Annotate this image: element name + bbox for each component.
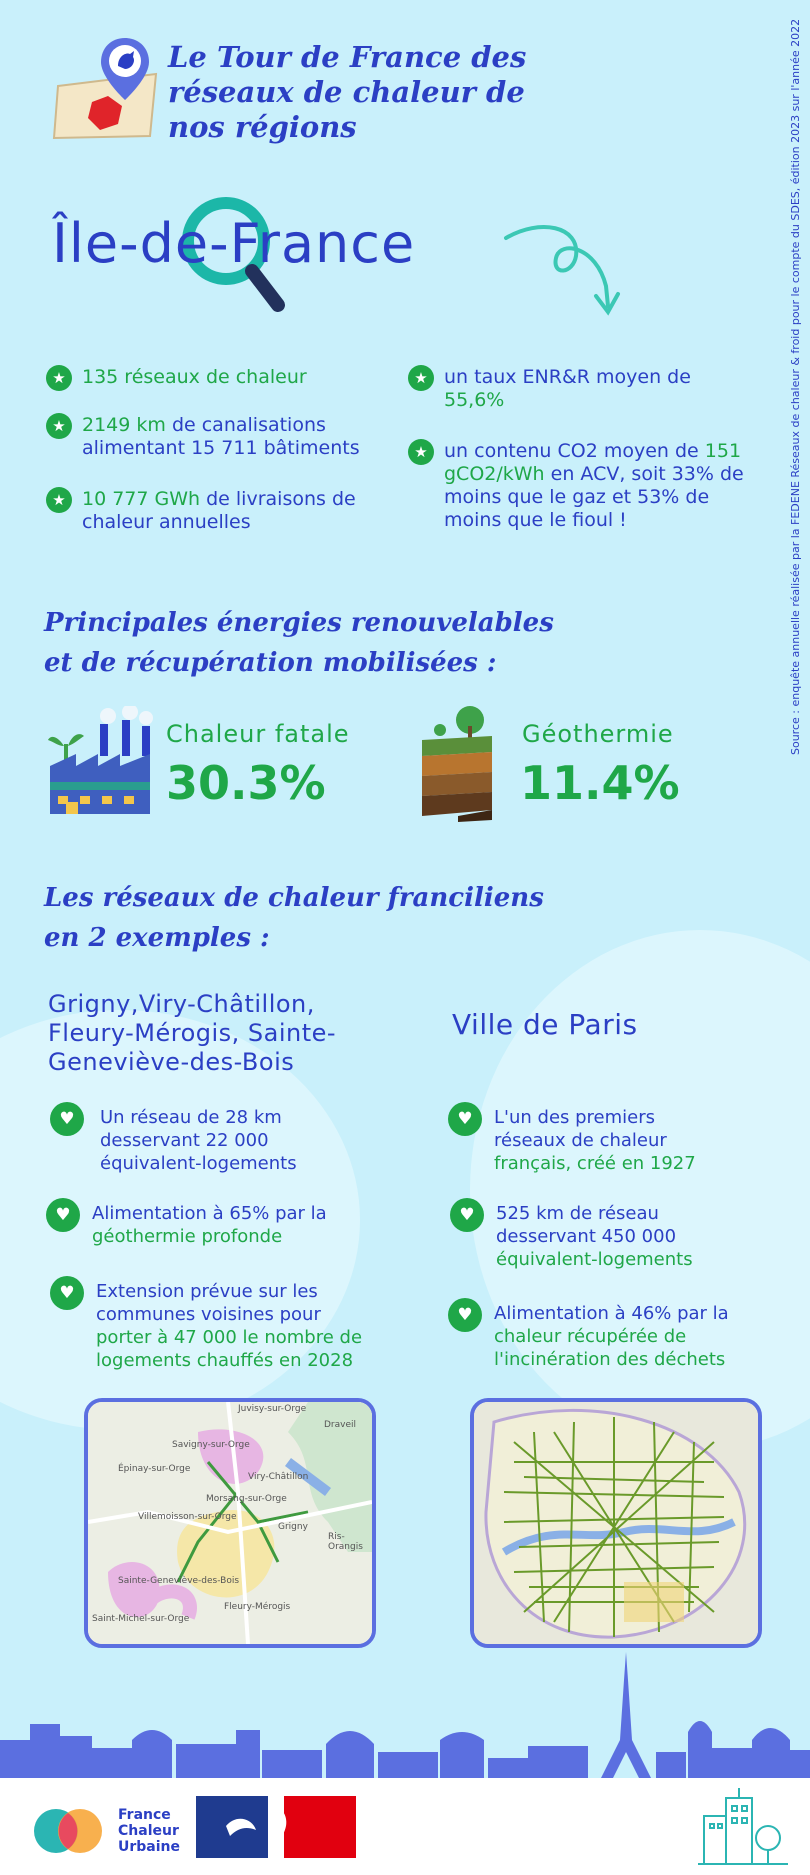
list-item: ♥ Extension prévue sur les communes voisines pour porter à 47 000 le nombre de logements chauffés en 2028 xyxy=(50,1280,420,1372)
paris-skyline-illustration xyxy=(0,1640,810,1780)
brand-name: France Chaleur Urbaine xyxy=(118,1807,181,1855)
map-label: Villemoisson-sur-Orge xyxy=(138,1512,237,1522)
star-icon: ★ xyxy=(46,365,72,391)
fact-enr-rate: ★ un taux ENR&R moyen de 55,6% xyxy=(408,366,748,412)
map-label: Épinay-sur-Orge xyxy=(118,1464,191,1474)
energy-name-chaleur-fatale: Chaleur fatale xyxy=(166,720,350,748)
energy-name-geothermie: Géothermie xyxy=(522,720,674,748)
heart-icon: ♥ xyxy=(46,1198,80,1232)
map-paris-network xyxy=(470,1398,762,1648)
example-right-city: Ville de Paris xyxy=(452,1008,638,1041)
map-label: Ris-Orangis xyxy=(328,1532,363,1552)
map-label: Morsang-sur-Orge xyxy=(206,1494,287,1504)
map-label: Juvisy-sur-Orge xyxy=(238,1404,307,1414)
energy-percent-chaleur-fatale: 30.3% xyxy=(166,756,326,810)
examples-heading: Les réseaux de chaleur franciliens en 2 exemples : xyxy=(44,883,544,953)
heart-icon: ♥ xyxy=(50,1102,84,1136)
map-label: Saint-Michel-sur-Orge xyxy=(92,1614,190,1624)
factory-icon xyxy=(46,706,156,816)
fact-networks: ★ 135 réseaux de chaleur xyxy=(46,366,396,391)
star-icon: ★ xyxy=(46,413,72,439)
map-label: Draveil xyxy=(324,1420,357,1430)
france-chaleur-urbaine-logo xyxy=(30,1806,110,1856)
fact-pipes: ★ 2149 km de canalisations alimentant 15 711 bâtiments xyxy=(46,414,396,460)
map-label: Viry-Châtillon xyxy=(248,1472,309,1482)
map-label: Grigny xyxy=(278,1522,308,1532)
map-label: Savigny-sur-Orge xyxy=(172,1440,250,1450)
region-name: Île-de-France xyxy=(52,212,416,275)
example-left-city: Grigny,Viry-Châtillon, Fleury-Mérogis, Sainte- Geneviève-des-Bois xyxy=(48,990,337,1076)
heart-icon: ♥ xyxy=(448,1102,482,1136)
curly-arrow-icon xyxy=(500,216,630,326)
list-item: ♥ L'un des premiers réseaux de chaleur français, créé en 1927 xyxy=(448,1106,778,1175)
list-item: ♥ 525 km de réseau desservant 450 000 équivalent-logements xyxy=(450,1202,780,1271)
page-title: Le Tour de France des réseaux de chaleur de nos régions xyxy=(168,40,527,144)
star-icon: ★ xyxy=(408,439,434,465)
fact-co2: ★ un contenu CO2 moyen de 151 gCO2/kWh en ACV, soit 33% de moins que le gaz et 53% de moins que le fioul ! xyxy=(408,440,748,532)
source-note: Source : enquête annuelle réalisée par la FEDENE Réseaux de chaleur & froid pour le compte du SDES, édition 2023 sur l'année 2022 xyxy=(789,18,802,755)
list-item: ♥ Alimentation à 65% par la géothermie profonde xyxy=(46,1202,416,1248)
map-label: Sainte-Geneviève-des-Bois xyxy=(118,1576,240,1586)
city-buildings-icon xyxy=(698,1786,788,1866)
list-item: ♥ Alimentation à 46% par la chaleur récupérée de l'incinération des déchets xyxy=(448,1302,788,1371)
star-icon: ★ xyxy=(408,365,434,391)
map-pin-rooster-icon xyxy=(98,36,152,102)
republique-francaise-logo xyxy=(196,1796,356,1858)
fact-deliveries: ★ 10 777 GWh de livraisons de chaleur annuelles xyxy=(46,488,396,534)
map-left-network xyxy=(84,1398,376,1648)
heart-icon: ♥ xyxy=(50,1276,84,1310)
star-icon: ★ xyxy=(46,487,72,513)
heart-icon: ♥ xyxy=(450,1198,484,1232)
list-item: ♥ Un réseau de 28 km desservant 22 000 équivalent-logements xyxy=(50,1106,410,1175)
energy-percent-geothermie: 11.4% xyxy=(520,756,680,810)
heart-icon: ♥ xyxy=(448,1298,482,1332)
earth-layers-icon xyxy=(418,700,496,822)
energies-heading: Principales énergies renouvelables et de récupération mobilisées : xyxy=(44,608,554,678)
map-label: Fleury-Mérogis xyxy=(224,1602,291,1612)
